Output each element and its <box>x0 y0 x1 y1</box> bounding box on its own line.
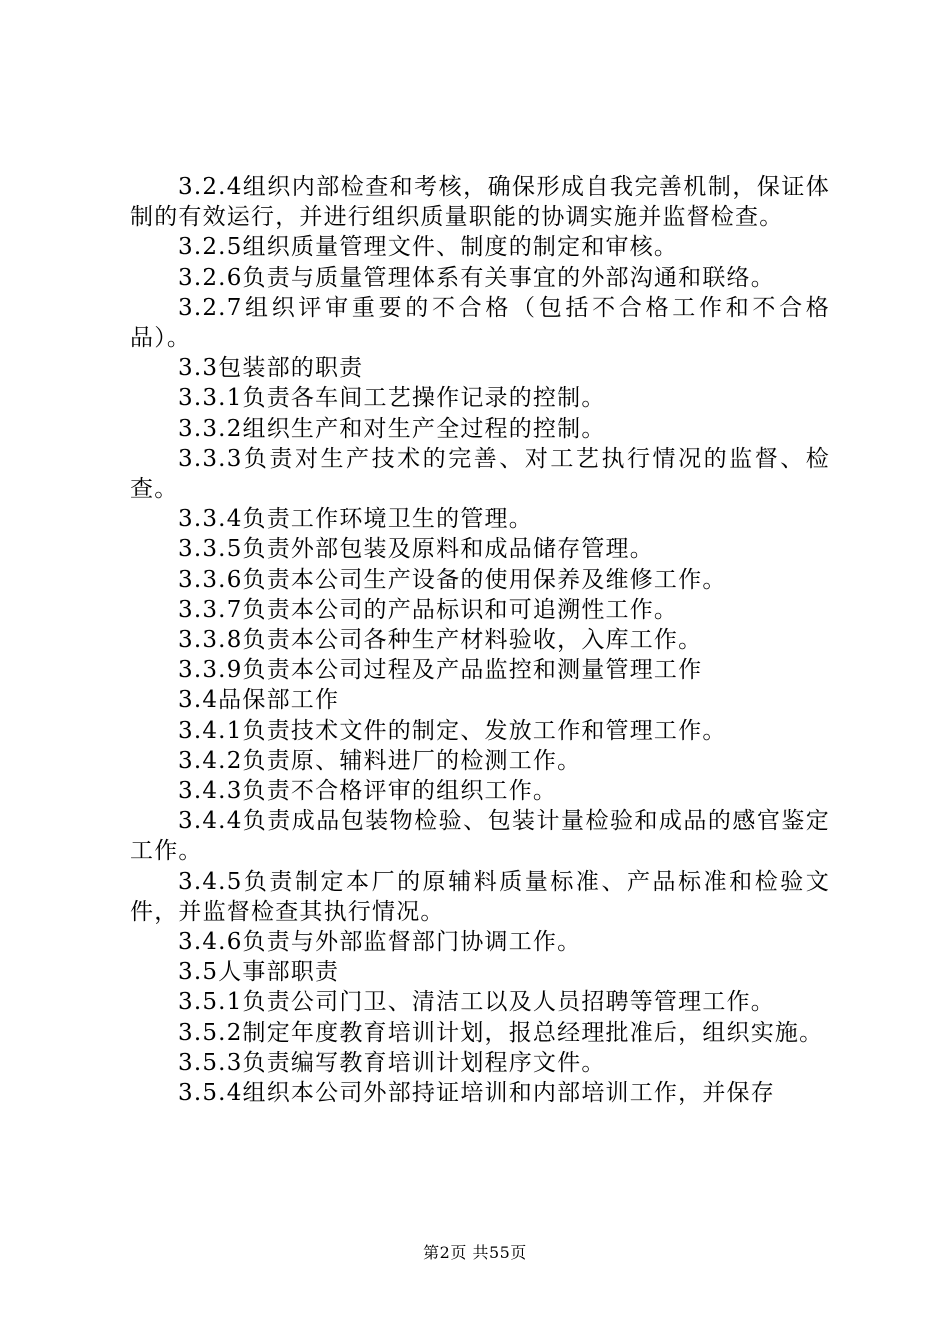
section-heading-3-5: 3.5人事部职责 <box>178 959 340 986</box>
paragraph-3-2-6: 3.2.6负责与质量管理体系有关事宜的外部沟通和联络。 <box>178 264 775 291</box>
paragraph-3-4-1: 3.4.1负责技术文件的制定、发放工作和管理工作。 <box>178 717 727 744</box>
paragraph-3-3-3: 3.3.3负责对生产技术的完善、对工艺执行情况的监督、检查。 <box>130 445 830 503</box>
paragraph-3-4-2: 3.4.2负责原、辅料进厂的检测工作。 <box>178 747 582 774</box>
document-body <box>130 172 830 1108</box>
paragraph-3-3-2: 3.3.2组织生产和对生产全过程的控制。 <box>178 415 606 442</box>
paragraph-3-3-9: 3.3.9负责本公司过程及产品监控和测量管理工作 <box>178 657 703 684</box>
paragraph-3-5-3: 3.5.3负责编写教育培训计划程序文件。 <box>178 1049 606 1076</box>
paragraph-3-3-6: 3.3.6负责本公司生产设备的使用保养及维修工作。 <box>178 566 727 593</box>
paragraph-3-2-4: 3.2.4组织内部检查和考核，确保形成自我完善机制，保证体制的有效运行，并进行组织质量职能的协调实施并监督检查。 <box>130 174 830 231</box>
paragraph-3-5-1: 3.5.1负责公司门卫、清洁工以及人员招聘等管理工作。 <box>178 989 775 1016</box>
paragraph-3-3-5: 3.3.5负责外部包装及原料和成品储存管理。 <box>178 536 654 563</box>
section-heading-3-4: 3.4品保部工作 <box>178 687 340 714</box>
page-footer <box>0 1243 950 1263</box>
paragraph-3-3-1: 3.3.1负责各车间工艺操作记录的控制。 <box>178 385 606 412</box>
paragraph-3-2-5: 3.2.5组织质量管理文件、制度的制定和审核。 <box>178 234 679 261</box>
paragraph-3-3-8: 3.3.8负责本公司各种生产材料验收，入库工作。 <box>178 627 703 654</box>
paragraph-3-4-3: 3.4.3负责不合格评审的组织工作。 <box>178 778 558 805</box>
paragraph-3-4-4: 3.4.4负责成品包装物检验、包装计量检验和成品的感官鉴定工作。 <box>130 808 830 865</box>
paragraph-3-3-4: 3.3.4负责工作环境卫生的管理。 <box>178 506 533 533</box>
page-number-label: 第2页 共55页 <box>423 1243 527 1262</box>
section-heading-3-3: 3.3包装部的职责 <box>178 355 364 382</box>
paragraph-3-5-4: 3.5.4组织本公司外部持证培训和内部培训工作，并保存 <box>178 1080 775 1107</box>
paragraph-3-3-7: 3.3.7负责本公司的产品标识和可追溯性工作。 <box>178 596 679 623</box>
paragraph-3-2-7: 3.2.7组织评审重要的不合格（包括不合格工作和不合格品）。 <box>130 294 830 352</box>
paragraph-3-4-5: 3.4.5负责制定本厂的原辅料质量标准、产品标准和检验文件，并监督检查其执行情况。 <box>130 868 830 925</box>
paragraph-3-4-6: 3.4.6负责与外部监督部门协调工作。 <box>178 929 582 956</box>
paragraph-3-5-2: 3.5.2制定年度教育培训计划，报总经理批准后，组织实施。 <box>178 1019 824 1046</box>
